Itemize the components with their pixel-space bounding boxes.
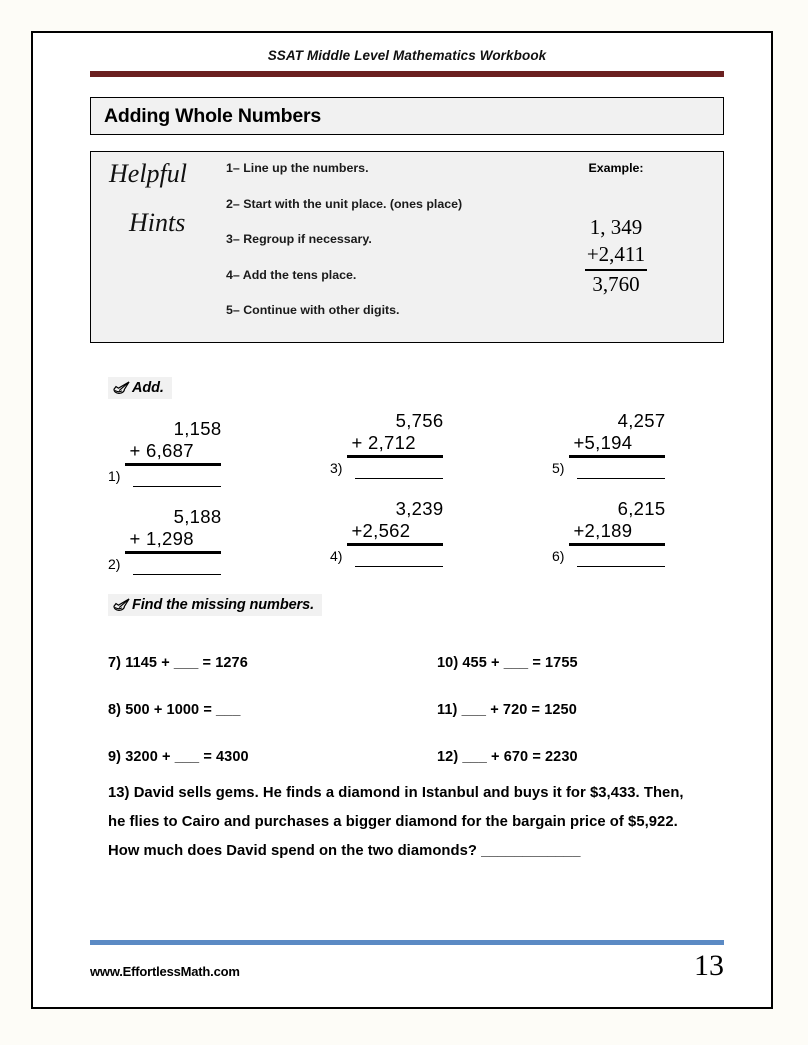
sum-rule — [125, 551, 221, 554]
addition-problem-6 — [552, 498, 665, 567]
addition-problem-3 — [330, 410, 443, 479]
question-8[interactable]: 8) 500 + 1000 = ___ — [108, 702, 241, 718]
addend-top: 3,239 — [395, 498, 444, 519]
pencil-icon — [113, 598, 130, 612]
answer-blank[interactable] — [133, 486, 221, 487]
header-rule — [90, 71, 724, 77]
page-footer — [90, 940, 724, 982]
problem-number: 2) — [108, 555, 121, 572]
problem-stack — [347, 498, 443, 567]
footer-website[interactable]: www.EffortlessMath.com — [90, 964, 240, 979]
answer-blank[interactable] — [577, 566, 665, 567]
problem-number: 4) — [330, 547, 343, 564]
page-number: 13 — [694, 949, 724, 982]
word-problem-line: he flies to Cairo and purchases a bigger diamond for the bargain price of $5,922. — [108, 813, 678, 830]
example-sum: 3,760 — [592, 271, 640, 296]
word-problem-13[interactable] — [108, 779, 708, 866]
hints-label-line2: Hints — [129, 208, 186, 238]
hints-step: 2– Start with the unit place. (ones place) — [226, 196, 463, 211]
answer-blank[interactable] — [355, 478, 443, 479]
missing-number-grid — [90, 643, 724, 775]
answer-blank[interactable] — [355, 566, 443, 567]
lesson-title-box — [90, 97, 724, 135]
addend-bottom: + 2,712 — [351, 431, 416, 453]
answer-blank[interactable] — [133, 574, 221, 575]
addend-top: 4,257 — [617, 410, 666, 431]
addend-top: 1,158 — [173, 418, 222, 439]
addend-bottom: +2,562 — [351, 519, 411, 541]
example-addend-1: 1, 349 — [589, 215, 643, 239]
hints-step-list — [226, 161, 526, 339]
question-12[interactable]: 12) ___ + 670 = 2230 — [437, 749, 578, 765]
addend-bottom: + 1,298 — [129, 527, 194, 549]
pencil-icon — [113, 381, 130, 395]
question-9[interactable]: 9) 3200 + ___ = 4300 — [108, 749, 249, 765]
problem-stack — [125, 506, 221, 575]
problem-stack — [125, 418, 221, 487]
word-problem-line: 13) David sells gems. He finds a diamond in Istanbul and buys it for $3,433. Then, — [108, 785, 684, 801]
instruction-missing-numbers — [108, 594, 322, 616]
sum-rule — [347, 543, 443, 546]
problem-number: 6) — [552, 547, 565, 564]
book-title: SSAT Middle Level Mathematics Workbook — [267, 48, 547, 63]
hints-step: 5– Continue with other digits. — [226, 303, 400, 317]
addend-bottom: +2,189 — [573, 519, 633, 541]
addend-top: 6,215 — [617, 498, 666, 519]
example-calculation — [531, 214, 701, 298]
addition-problem-grid — [90, 410, 724, 590]
page-content — [90, 48, 724, 866]
sum-rule — [125, 463, 221, 466]
sum-rule — [347, 455, 443, 458]
addition-problem-2 — [108, 506, 221, 575]
hints-label-line1: Helpful — [109, 159, 187, 188]
answer-blank[interactable] — [577, 478, 665, 479]
problem-number: 1) — [108, 467, 121, 484]
instruction-add — [108, 377, 172, 399]
hints-step: 4– Add the tens place. — [226, 267, 357, 282]
question-10[interactable]: 10) 455 + ___ = 1755 — [437, 655, 578, 671]
hints-step: 1– Line up the numbers. — [226, 161, 369, 175]
worksheet-page — [31, 31, 773, 1009]
hints-label — [109, 160, 239, 237]
sum-rule — [569, 543, 665, 546]
question-11[interactable]: 11) ___ + 720 = 1250 — [437, 702, 577, 718]
problem-stack — [569, 410, 665, 479]
problem-stack — [347, 410, 443, 479]
addend-top: 5,756 — [395, 410, 444, 431]
instruction-missing-label: Find the missing numbers. — [132, 597, 314, 613]
footer-rule — [90, 940, 724, 945]
addend-bottom: +5,194 — [573, 431, 633, 453]
hints-step: 3– Regroup if necessary. — [226, 232, 372, 246]
addition-problem-4 — [330, 498, 443, 567]
problem-stack — [569, 498, 665, 567]
problem-number: 5) — [552, 459, 565, 476]
lesson-title: Adding Whole Numbers — [104, 104, 321, 127]
sum-rule — [569, 455, 665, 458]
example-addend-2: +2,411 — [585, 241, 647, 271]
addition-problem-5 — [552, 410, 665, 479]
problem-number: 3) — [330, 459, 343, 476]
instruction-add-label: Add. — [132, 380, 164, 396]
addend-bottom: + 6,687 — [129, 439, 194, 461]
addition-problem-1 — [108, 418, 221, 487]
example-label: Example: — [588, 161, 644, 175]
word-problem-line: How much does David spend on the two diamonds? ____________ — [108, 842, 581, 859]
addend-top: 5,188 — [173, 506, 222, 527]
helpful-hints-box — [90, 151, 724, 343]
question-7[interactable]: 7) 1145 + ___ = 1276 — [108, 655, 248, 671]
